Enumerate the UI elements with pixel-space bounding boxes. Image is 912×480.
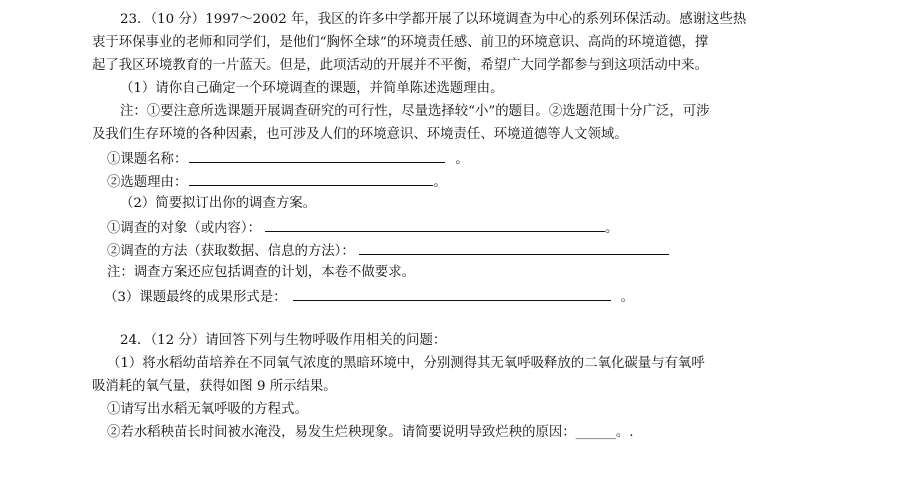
- topic-reason-blank[interactable]: [189, 169, 433, 186]
- q23-part3-row: [92, 284, 812, 307]
- q23-intro-line-3: 起了我区环境教育的一片蓝天。但是，此项活动的开展并不平衡，希望广大同学都参与到这项活动中来。: [92, 58, 708, 73]
- q23-reason-row: [92, 169, 812, 192]
- document-page: [92, 8, 812, 444]
- q23-note2: 注：调查方案还应包括调查的计划，本卷不做要求。: [107, 265, 415, 280]
- q23-object-row: [92, 215, 812, 238]
- q24-sub1: ①请写出水稻无氧呼吸的方程式。: [107, 402, 308, 417]
- survey-object-blank[interactable]: [265, 215, 605, 232]
- section-gap: [92, 307, 812, 329]
- topic-name-blank[interactable]: [189, 146, 445, 163]
- q23-note1-line-1: 注：①要注意所选课题开展调查研究的可行性，尽量选择较“小”的题目。②选题范围十分广泛，可涉: [120, 104, 710, 119]
- q24-part1-line-1: （1）将水稻幼苗培养在不同氧气浓度的黑暗环境中，分别测得其无氧呼吸释放的二氧化碳量与有氧呼: [107, 356, 705, 371]
- q23-note1-line-2: 及我们生存环境的各种因素，也可涉及人们的环境意识、环境责任、环境道德等人文领域。: [92, 127, 628, 142]
- q23-part1-prompt: （1）请你自己确定一个环境调查的课题，并简单陈述选题理由。: [120, 81, 504, 96]
- topic-name-label: ①课题名称：: [107, 152, 188, 167]
- topic-name-period: 。: [455, 152, 469, 167]
- q23-intro-line-1: 23．（10 分）1997～2002 年，我区的许多中学都开展了以环境调查为中心的系列环保活动。感谢这些热: [120, 12, 747, 27]
- survey-object-label: ①调查的对象（或内容）：: [107, 221, 261, 236]
- topic-reason-period: 。: [433, 175, 447, 190]
- survey-method-blank[interactable]: [359, 238, 669, 255]
- q23-method-row: [92, 238, 812, 261]
- q23-part2-prompt: （2）简要拟订出你的调查方案。: [120, 196, 316, 211]
- q23-topic-row: [92, 146, 812, 169]
- result-form-blank[interactable]: [293, 284, 611, 301]
- q24-intro: 24．（12 分）请回答下列与生物呼吸作用相关的问题：: [120, 333, 447, 348]
- topic-reason-label: ②选题理由：: [107, 175, 188, 190]
- q23-intro-line-2: 衷于环保事业的老师和同学们，是他们“胸怀全球”的环境责任感、前卫的环境意识、高尚的环境道德，撑: [92, 35, 709, 50]
- survey-object-period: 。: [605, 221, 619, 236]
- result-form-period: 。: [620, 290, 634, 305]
- survey-method-label: ②调查的方法（获取数据、信息的方法）：: [107, 244, 355, 259]
- q24-sub2: ②若水稻秧苗长时间被水淹没，易发生烂秧现象。请简要说明导致烂秧的原因：______。.: [107, 425, 634, 440]
- result-form-label: （3）课题最终的成果形式是：: [104, 290, 287, 305]
- q24-part1-line-2: 吸消耗的氧气量，获得如图 9 所示结果。: [92, 379, 337, 394]
